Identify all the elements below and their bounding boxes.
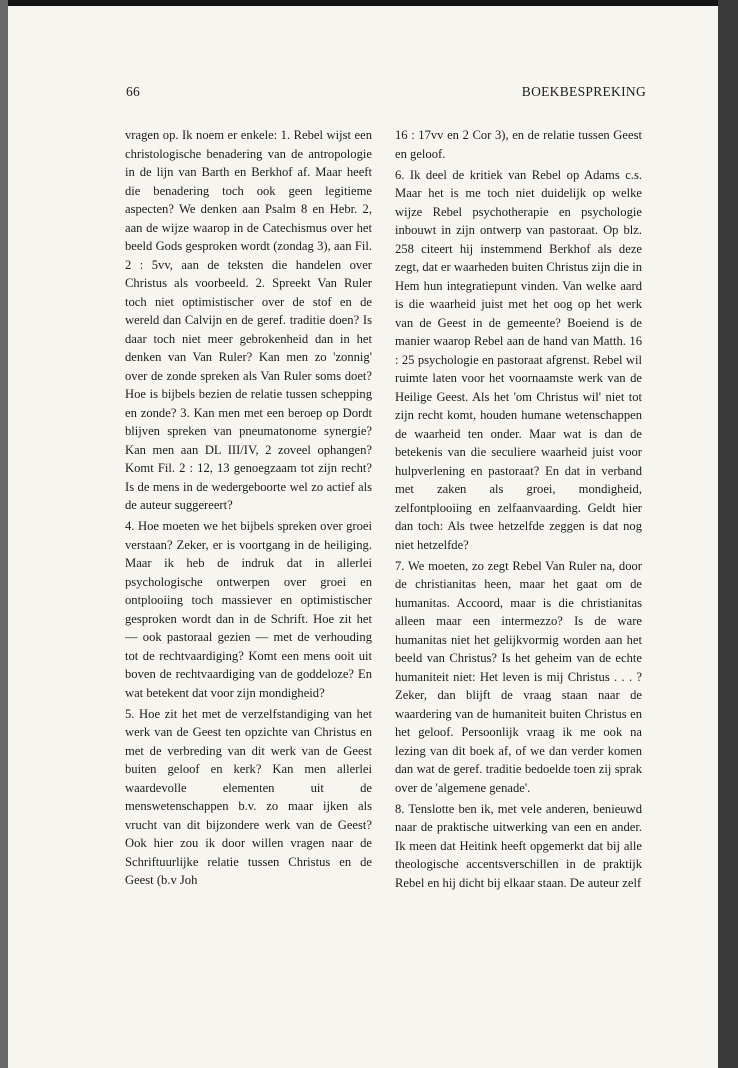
running-title: BOEKBESPREKING — [521, 84, 646, 99]
paragraph: 6. Ik deel de kritiek van Rebel op Adams c.s. Maar het is me toch niet duidelijk op welke wijze Rebel psychotherapie en psychologie inbouwt in zijn ontwerp van pastoraat. Op blz. 258 citeert hij instemmend Berkhof als deze zegt, dat er waarheden buiten Christus zijn die in Hem hun integratiepunt vinden. Van welke aard is die waarheid juist met het oog op het werk van de Geest in de gemeente? Boeiend is de manier waarop Rebel aan de hand van Matth. 16 : 25 psychologie en pastoraat afgrenst. Rebel wil ruimte laten voor het voornaamste werk van de Heilige Geest. Als het 'om Christus wil' niet tot zijn recht komt, houden humane wetenschappen de waarheid ten onder. Maar wat is dan de betekenis van die seculiere waarheid juist voor hulpverlening en pastoraat? En dat in verband met zaken als groei, mondigheid, zelfontplooiing en zelfaanvaarding. Geldt hier dan toch: Als twee hetzelfde zeggen is dat nog niet hetzelfde? — [395, 167, 642, 552]
paragraph: 4. Hoe moeten we het bijbels spreken over groei verstaan? Zeker, er is voortgang in de heiliging. Maar ik heb de indruk dat in allerlei psychologische ontwerpen over groei en ontplooiing toch massiever en optimistischer gesproken wordt dan in de Schrift. Hoe zit het — ook pastoraal gezien — met de verhouding tot de rechtvaardiging? Komt een mens ooit uit boven de rechtvaardiging van de goddeloze? En wat betekent dat voor zijn mondigheid? — [125, 519, 372, 700]
paragraph: 16 : 17vv en 2 Cor 3), en de relatie tussen Geest en geloof. — [395, 128, 642, 161]
right-column — [395, 126, 642, 895]
scan-border-left — [0, 0, 8, 1068]
paragraph: 8. Tenslotte ben ik, met vele anderen, benieuwd naar de praktische uitwerking van een en ander. Ik meen dat Heitink heeft opgemerkt dat bij alle theologische accentsverschillen in de praktijk Rebel en hij dicht bij elkaar staan. De auteur zelf — [395, 801, 642, 890]
book-page — [8, 6, 718, 1068]
paragraph: vragen op. Ik noem er enkele: 1. Rebel wijst een christologische benadering van de antropologie in de lijn van Barth en Berkhof af. Maar heeft die benadering toch ook geen legitieme aspecten? We denken aan Psalm 8 en Hebr. 2, aan de wijze waarop in de Catechismus over het beeld Gods gesproken wordt (zondag 3), aan Fil. 2 : 5vv, aan de teksten die handelen over Christus als voorbeeld. 2. Spreekt Van Ruler toch niet optimistischer over de stof en de wereld dan Calvijn en de geref. traditie doen? Is daar toch niet meer gebrokenheid dan in het denken van Van Ruler? Kan men zo 'zonnig' over de zonde spreken als Van Ruler soms doet? Hoe is bijbels bezien de relatie tussen schepping en zonde? 3. Kan men met een beroep op Dordt blijven spreken van pneumatonome synergie? Kan men aan DL III/IV, 2 zoveel ophangen? Komt Fil. 2 : 12, 13 genoegzaam tot zijn recht? Is de mens in de wedergeboorte wel zo actief als de auteur suggereert? — [125, 128, 372, 512]
scan-border-right — [718, 0, 738, 1068]
left-column — [125, 126, 372, 892]
page-number: 66 — [126, 84, 141, 99]
paragraph: 7. We moeten, zo zegt Rebel Van Ruler na, door de christianitas heen, maar het gaat om de humanitas. Accoord, maar is die christianitas alleen maar een intermezzo? Is de ware humanitas niet het gelijkvormig worden aan het beeld van Christus? Is het geheim van de echte humaniteit niet: Het leven is mij Christus . . . ? Zeker, dan blijft de vraag staan naar de waardering van de humaniteit buiten Christus en het geloof. Persoonlijk vraag ik me ook na lezing van dit boek af, of we dan verder komen dan wat de geref. traditie bedoelde toen zij sprak over de 'algemene genade'. — [395, 558, 642, 795]
paragraph: 5. Hoe zit het met de verzelfstandiging van het werk van de Geest ten opzichte van Christus en met de verbreding van dit werk van de Geest buiten geloof en kerk? Kan men allerlei waardevolle elementen uit de menswetenschappen b.v. zo maar ijken als vrucht van dit bijzondere werk van de Geest? Ook hier zou ik door willen vragen naar de Schriftuurlijke relatie tussen Christus en de Geest (b.v Joh — [125, 706, 372, 887]
